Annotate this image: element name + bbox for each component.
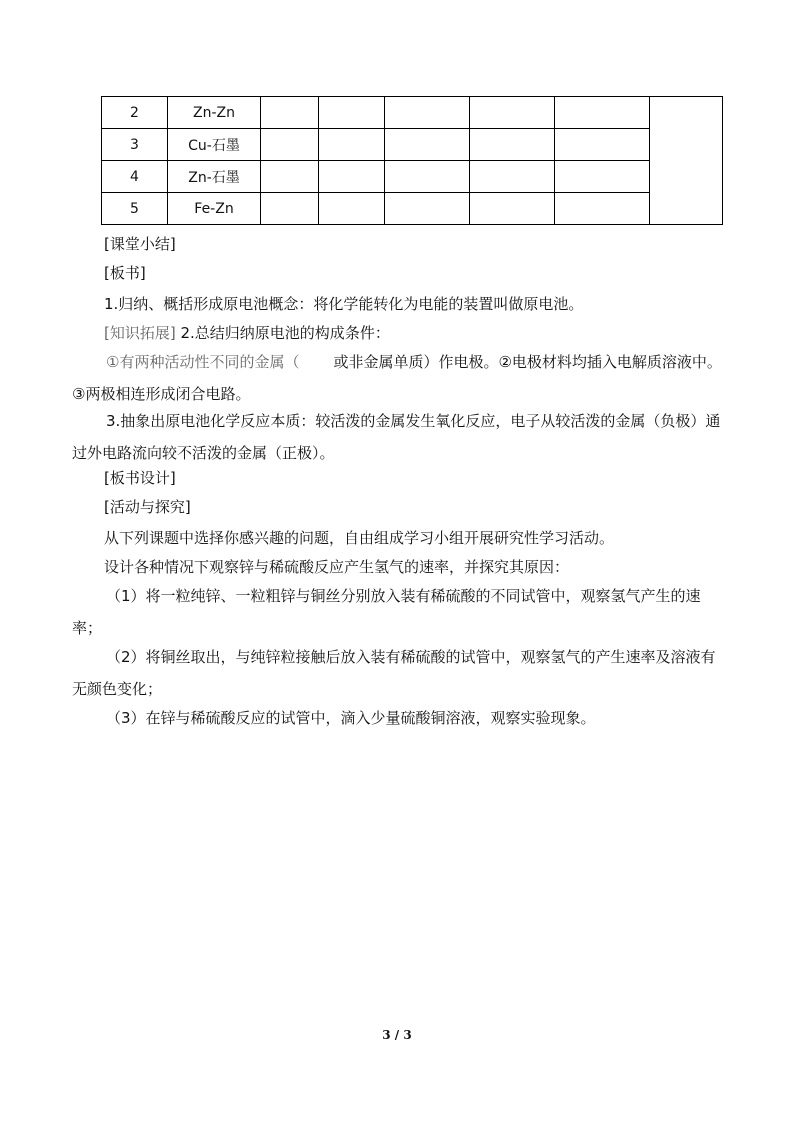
- knowledge-extension: [104, 322, 390, 344]
- table-cell: [261, 161, 319, 193]
- electrode-pair: Fe-Zn: [168, 193, 261, 225]
- table-cell: [261, 129, 319, 161]
- row-number: 3: [102, 129, 168, 161]
- electrode-pair: Cu-石墨: [168, 129, 261, 161]
- table-row: [102, 193, 723, 225]
- activity-intro: 从下列课题中选择你感兴趣的问题，自由组成学习小组开展研究性学习活动。: [104, 529, 615, 547]
- table-cell: [385, 97, 470, 129]
- electrode-pair: Zn-石墨: [168, 161, 261, 193]
- table-cell: [261, 193, 319, 225]
- table-cell: [555, 97, 650, 129]
- electrode-pair: Zn-Zn: [168, 97, 261, 129]
- condition-b: 或非金属单质）作电极。②电极材料均插入电解质溶液中。③两极相连形成闭合电路。: [72, 353, 722, 403]
- condition-a: ①有两种活动性不同的金属（: [106, 353, 300, 371]
- table-cell: [319, 193, 385, 225]
- table-cell: [319, 161, 385, 193]
- table-cell: [470, 97, 555, 129]
- table-cell: [555, 161, 650, 193]
- table-cell: [470, 129, 555, 161]
- table-cell: [555, 129, 650, 161]
- table-cell: [470, 193, 555, 225]
- table-cell: [555, 193, 650, 225]
- conditions-paragraph: [72, 346, 722, 410]
- row-number: 4: [102, 161, 168, 193]
- table-cell: [385, 161, 470, 193]
- table-row: [102, 161, 723, 193]
- table-cell: [261, 97, 319, 129]
- point-2: 2.总结归纳原电池的构成条件：: [180, 324, 390, 342]
- item-2: （2）将铜丝取出，与纯锌粒接触后放入装有稀硫酸的试管中，观察氢气的产生速率及溶液有无颜色变化；: [72, 648, 716, 698]
- table-row: [102, 129, 723, 161]
- activity-task: 设计各种情况下观察锌与稀硫酸反应产生氢气的速率，并探究其原因：: [104, 558, 570, 576]
- activity-heading: [活动与探究]: [104, 498, 191, 516]
- table-row: [102, 97, 723, 129]
- extend-label: [知识拓展]: [104, 324, 176, 342]
- board-heading: [板书]: [104, 264, 146, 282]
- table-cell: [385, 193, 470, 225]
- summary-heading: [课堂小结]: [104, 235, 176, 253]
- board-design-heading: [板书设计]: [104, 469, 176, 487]
- table-cell: [385, 129, 470, 161]
- row-number: 5: [102, 193, 168, 225]
- table-cell: [319, 129, 385, 161]
- point-3: 3.抽象出原电池化学反应本质：较活泼的金属发生氧化反应，电子从较活泼的金属（负极）通过外电路流向较不活泼的金属（正极）。: [72, 412, 721, 462]
- point-1: 1.归纳、概括形成原电池概念：将化学能转化为电能的装置叫做原电池。: [104, 295, 584, 313]
- table-cell: [470, 161, 555, 193]
- table-cell: [319, 97, 385, 129]
- page-number: 3 / 3: [382, 1028, 412, 1042]
- merged-cell: [650, 97, 723, 225]
- row-number: 2: [102, 97, 168, 129]
- experiment-table: [101, 96, 723, 225]
- item-1: （1）将一粒纯锌、一粒粗锌与铜丝分别放入装有稀硫酸的不同试管中，观察氢气产生的速率；: [72, 587, 701, 637]
- item-3: （3）在锌与稀硫酸反应的试管中，滴入少量硫酸铜溶液，观察实验现象。: [106, 709, 596, 727]
